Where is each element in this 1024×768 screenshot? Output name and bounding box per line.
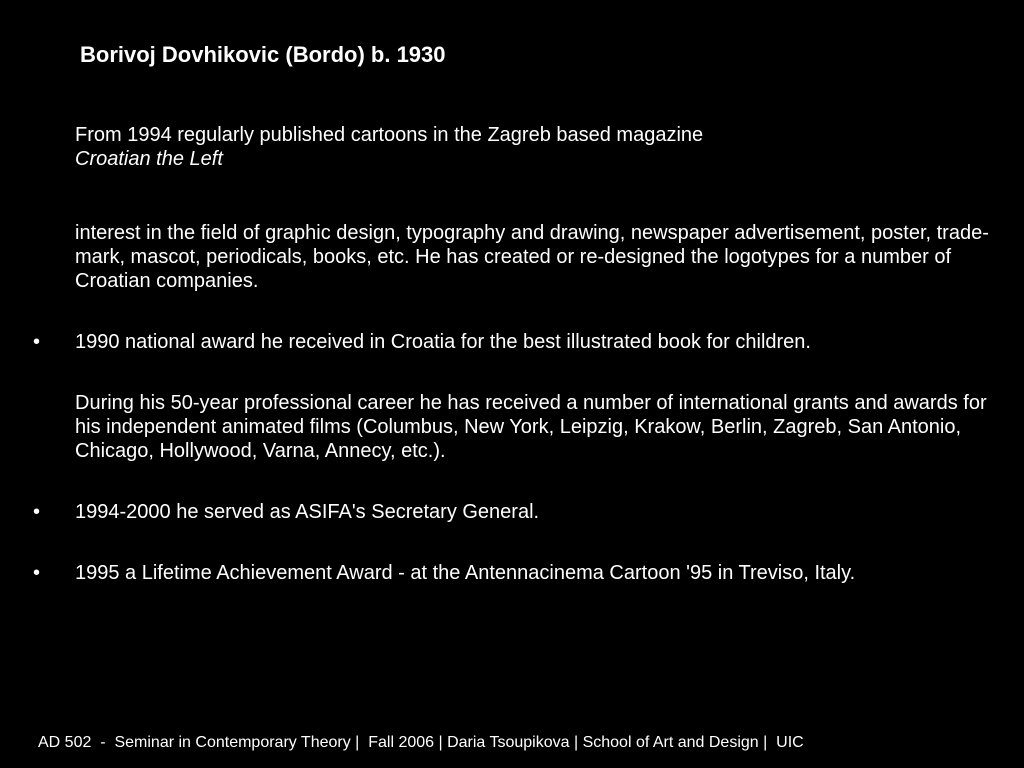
bullet-icon: • — [33, 562, 41, 584]
slide-body — [33, 123, 990, 585]
slide-title: Borivoj Dovhikovic (Bordo) b. 1930 — [80, 42, 446, 67]
bullet-text: 1990 national award he received in Croatia for the best illustrated book for children. — [75, 331, 811, 353]
paragraph-career — [75, 391, 990, 463]
paragraph-text: interest in the field of graphic design, typography and drawing, newspaper advertisement, poster, trade-mark, mascot, periodicals, books, etc. He has created or re-designed the logotypes for a number of Croatian companies. — [75, 222, 989, 292]
bullet-icon: • — [33, 501, 41, 523]
bullet-text: 1994-2000 he served as ASIFA's Secretary General. — [75, 501, 540, 523]
paragraph-text: From 1994 regularly published cartoons in the Zagreb based magazine — [75, 124, 704, 146]
slide-footer: AD 502 - Seminar in Contemporary Theory | Fall 2006 | Daria Tsoupikova | School of Art and Design | UIC — [38, 734, 804, 751]
bullet-text: 1995 a Lifetime Achievement Award - at the Antennacinema Cartoon '95 in Treviso, Italy. — [75, 562, 856, 584]
bullet-icon: • — [33, 331, 41, 353]
bullet-item-asifa — [33, 500, 990, 524]
paragraph-graphic-design — [75, 221, 990, 293]
bullet-item-national-award — [33, 330, 990, 354]
bullet-item-lifetime-award — [33, 561, 990, 585]
paragraph-text: During his 50-year professional career he has received a number of international grants and awards for his independent animated films (Columbus, New York, Leipzig, Krakow, Berlin, Zagreb, San Antonio, Chicago, Hollywood, Varna, Annecy, etc.). — [75, 392, 987, 462]
paragraph-cartoons — [75, 123, 990, 171]
magazine-title: Croatian the Left — [75, 148, 223, 170]
